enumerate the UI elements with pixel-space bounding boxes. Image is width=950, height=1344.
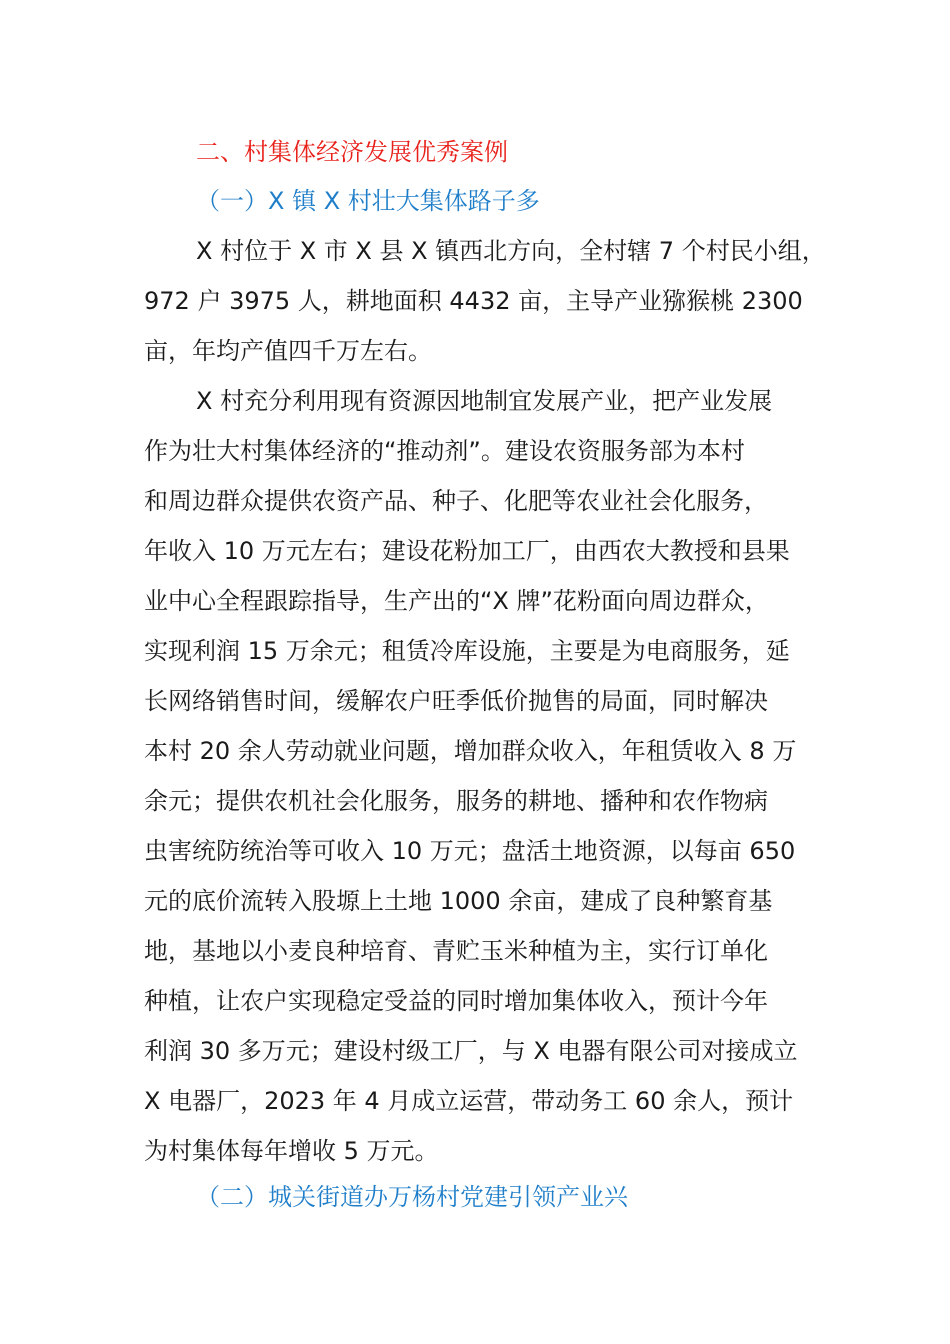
paragraph-line: 业中心全程跟踪指导，生产出的“X 牌”花粉面向周边群众， xyxy=(144,587,769,615)
paragraph-line: 种植，让农户实现稳定受益的同时增加集体收入，预计今年 xyxy=(144,987,768,1015)
section-heading: 二、村集体经济发展优秀案例 xyxy=(196,138,508,166)
paragraph-line: 虫害统防统治等可收入 10 万元；盘活土地资源，以每亩 650 xyxy=(144,837,796,865)
paragraph-line: 本村 20 余人劳动就业问题，增加群众收入，年租赁收入 8 万 xyxy=(144,737,797,765)
paragraph-line: 实现利润 15 万余元；租赁冷库设施，主要是为电商服务，延 xyxy=(144,637,790,665)
paragraph-line: 亩，年均产值四千万左右。 xyxy=(144,337,432,365)
subsection-2-heading: （二）城关街道办万杨村党建引领产业兴 xyxy=(196,1183,628,1211)
paragraph-line: 为村集体每年增收 5 万元。 xyxy=(144,1137,439,1165)
paragraph-line: 作为壮大村集体经济的“推动剂”。建设农资服务部为本村 xyxy=(144,437,745,465)
paragraph-line: 972 户 3975 人，耕地面积 4432 亩，主导产业猕猴桃 2300 xyxy=(144,287,803,315)
paragraph-line: X 村充分利用现有资源因地制宜发展产业，把产业发展 xyxy=(196,387,773,415)
paragraph-line: 和周边群众提供农资产品、种子、化肥等农业社会化服务， xyxy=(144,487,768,515)
paragraph-line: 余元；提供农机社会化服务，服务的耕地、播种和农作物病 xyxy=(144,787,768,815)
paragraph-line: X 村位于 X 市 X 县 X 镇西北方向，全村辖 7 个村民小组， xyxy=(196,237,826,265)
subsection-1-heading: （一）X 镇 X 村壮大集体路子多 xyxy=(196,187,540,215)
paragraph-line: 利润 30 多万元；建设村级工厂，与 X 电器有限公司对接成立 xyxy=(144,1037,798,1065)
paragraph-line: X 电器厂，2023 年 4 月成立运营，带动务工 60 余人，预计 xyxy=(144,1087,794,1115)
paragraph-line: 元的底价流转入股塬上土地 1000 余亩，建成了良种繁育基 xyxy=(144,887,773,915)
paragraph-line: 长网络销售时间，缓解农户旺季低价抛售的局面，同时解决 xyxy=(144,687,768,715)
paragraph-line: 年收入 10 万元左右；建设花粉加工厂，由西农大教授和县果 xyxy=(144,537,790,565)
paragraph-line: 地，基地以小麦良种培育、青贮玉米种植为主，实行订单化 xyxy=(144,937,768,965)
